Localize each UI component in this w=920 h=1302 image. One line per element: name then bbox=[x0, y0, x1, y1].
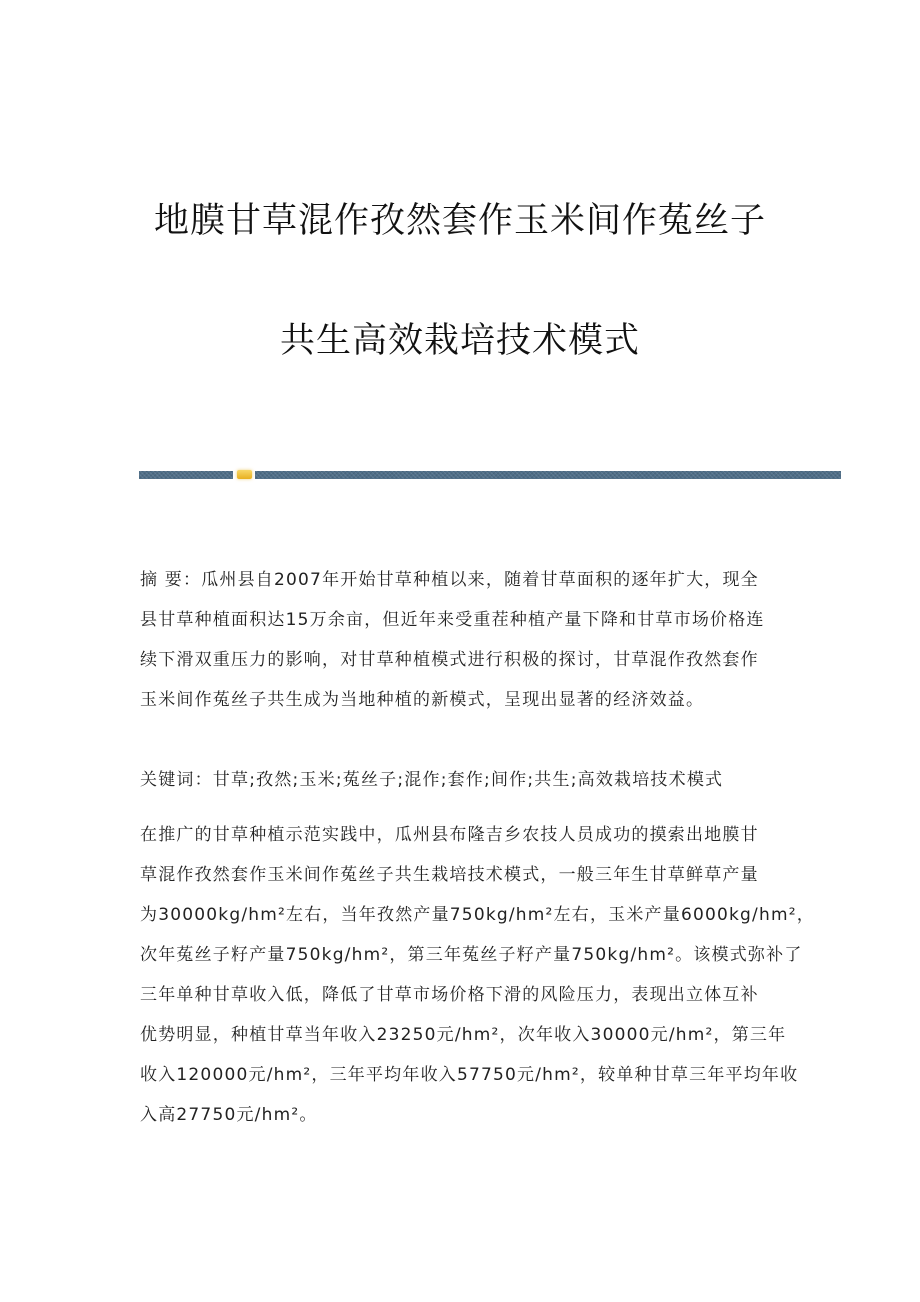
body-line: 为30000kg/hm²左右，当年孜然产量750kg/hm²左右，玉米产量6000kg/hm²， bbox=[140, 905, 815, 925]
divider-bar-left bbox=[139, 471, 233, 479]
abstract-section bbox=[140, 560, 785, 720]
body-line: 次年菟丝子籽产量750kg/hm²，第三年菟丝子籽产量750kg/hm²。该模式弥补了 bbox=[140, 945, 803, 965]
divider-bar-right bbox=[255, 471, 841, 479]
abstract-line: 县甘草种植面积达15万余亩，但近年来受重茬种植产量下降和甘草市场价格连 bbox=[140, 610, 765, 630]
abstract-line: 玉米间作菟丝子共生成为当地种植的新模式，呈现出显著的经济效益。 bbox=[140, 690, 705, 710]
body-line: 入高27750元/hm²。 bbox=[140, 1105, 318, 1125]
body-line: 草混作孜然套作玉米间作菟丝子共生栽培技术模式，一般三年生甘草鲜草产量 bbox=[140, 865, 759, 885]
abstract-line: 续下滑双重压力的影响，对甘草种植模式进行积极的探讨，甘草混作孜然套作 bbox=[140, 650, 759, 670]
body-section bbox=[140, 815, 815, 1135]
keywords-line: 关键词：甘草;孜然;玉米;菟丝子;混作;套作;间作;共生;高效栽培技术模式 bbox=[140, 770, 724, 790]
body-line: 三年单种甘草收入低，降低了甘草市场价格下滑的风险压力，表现出立体互补 bbox=[140, 985, 759, 1005]
body-line: 在推广的甘草种植示范实践中，瓜州县布隆吉乡农技人员成功的摸索出地膜甘 bbox=[140, 825, 759, 845]
body-line: 收入120000元/hm²，三年平均年收入57750元/hm²，较单种甘草三年平均年收 bbox=[140, 1065, 799, 1085]
document-title-line-2: 共生高效栽培技术模式 bbox=[279, 321, 640, 361]
body-line: 优势明显，种植甘草当年收入23250元/hm²，次年收入30000元/hm²，第三年 bbox=[140, 1025, 787, 1045]
divider-badge-icon bbox=[237, 470, 252, 479]
keywords-section bbox=[140, 760, 785, 800]
document-title-line-1: 地膜甘草混作孜然套作玉米间作菟丝子 bbox=[153, 201, 766, 241]
abstract-line: 摘 要：瓜州县自2007年开始甘草种植以来，随着甘草面积的逐年扩大，现全 bbox=[140, 570, 759, 590]
title-divider bbox=[139, 471, 841, 479]
